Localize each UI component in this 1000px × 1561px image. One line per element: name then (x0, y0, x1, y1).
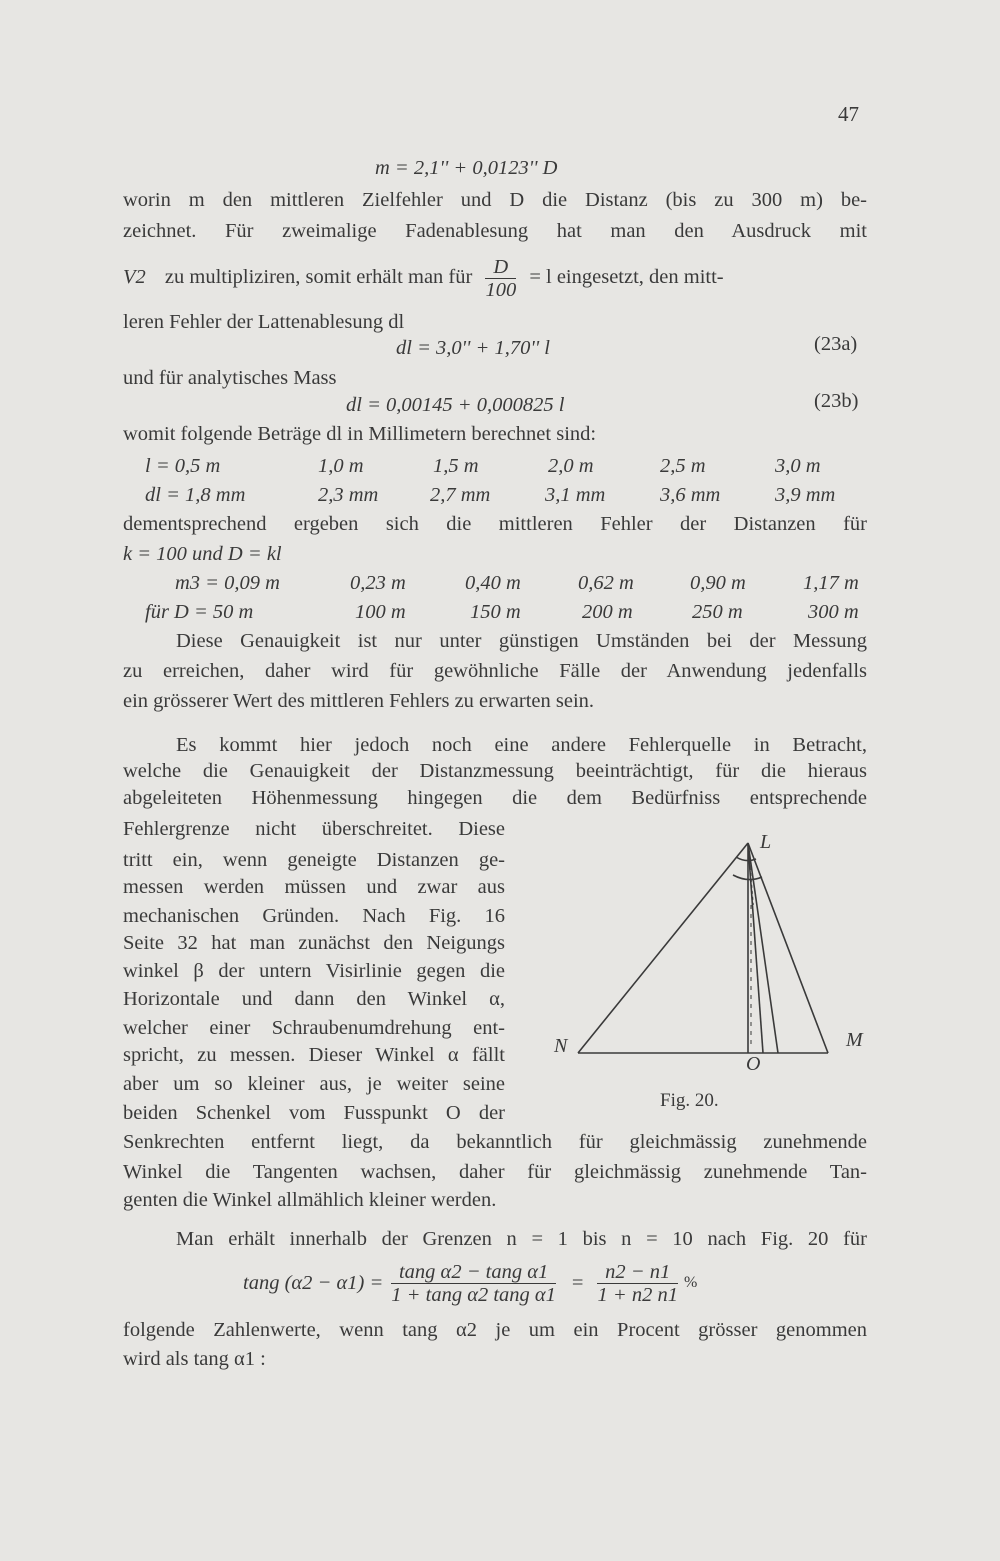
figure-20 (548, 831, 868, 1115)
equation-number-23a: (23a) (814, 333, 858, 355)
text-line: mechanischen Gründen. Nach Fig. 16 (123, 905, 505, 927)
formula-mean-error: m = 2,1'' + 0,0123'' D (375, 157, 558, 179)
text-line: zeichnet. Für zweimalige Fadenablesung hat man den Ausdruck mit (123, 220, 867, 242)
equation-tangent (243, 1258, 697, 1308)
table2-cell: 100 m (355, 601, 406, 623)
fraction-n (597, 1261, 677, 1306)
text-line: winkel β der untern Visirlinie gegen die (123, 960, 505, 982)
sqrt-symbol: V2 (123, 266, 146, 289)
fraction-d-over-100 (485, 256, 516, 301)
table1-cell: 3,0 m (775, 455, 821, 477)
fraction-numerator: n2 − n1 (597, 1261, 677, 1284)
table1-cell: 3,9 mm (775, 484, 836, 506)
equation-number-23b: (23b) (814, 390, 859, 412)
table1-cell: 1,5 m (433, 455, 479, 477)
figure-label-right: M (846, 1029, 863, 1051)
text-line: Winkel die Tangenten wachsen, daher für gleichmässig zunehmende Tan- (123, 1161, 867, 1183)
text-line: Senkrechten entfernt liegt, da bekanntlich für gleichmässig zunehmende (123, 1131, 867, 1153)
text-line: spricht, zu messen. Dieser Winkel α fällt (123, 1044, 505, 1066)
equation-23a: dl = 3,0'' + 1,70'' l (396, 337, 550, 359)
text-line: folgende Zahlenwerte, wenn tang α2 je um ein Procent grösser genommen (123, 1319, 867, 1341)
triangle-diagram (548, 835, 868, 1115)
text-line: messen werden müssen und zwar aus (123, 876, 505, 898)
text-line: genten die Winkel allmählich kleiner werden. (123, 1189, 497, 1211)
text-span: = l eingesetzt, den mitt- (529, 266, 724, 289)
text-line: welche die Genauigkeit der Distanzmessung beeinträchtigt, für die hieraus (123, 760, 867, 782)
table2-cell: 0,40 m (465, 572, 521, 594)
table2-cell: 0,23 m (350, 572, 406, 594)
table1-cell: l = 0,5 m (145, 455, 221, 477)
text-span: zu multipliziren, somit erhält man für (164, 266, 473, 289)
page-number: 47 (838, 102, 859, 126)
text-line: aber um so kleiner aus, je weiter seine (123, 1073, 505, 1095)
table2-cell: 250 m (692, 601, 743, 623)
text-line: womit folgende Beträge dl in Millimetern berechnet sind: (123, 423, 597, 445)
table1-cell: 2,3 mm (318, 484, 379, 506)
text-line: tritt ein, wenn geneigte Distanzen ge- (123, 849, 505, 871)
text-line: Seite 32 hat man zunächst den Neigungs (123, 932, 505, 954)
table1-cell: 2,5 m (660, 455, 706, 477)
table2-cell: 150 m (470, 601, 521, 623)
text-line: Es kommt hier jedoch noch eine andere Fehlerquelle in Betracht, (176, 734, 867, 756)
fraction-numerator: tang α2 − tang α1 (391, 1261, 556, 1284)
text-line: zu erreichen, daher wird für gewöhnliche Fälle der Anwendung jedenfalls (123, 660, 867, 682)
text-line: k = 100 und D = kl (123, 543, 282, 565)
text-line: leren Fehler der Lattenablesung dl (123, 311, 405, 333)
text-line: worin m den mittleren Zielfehler und D die Distanz (bis zu 300 m) be- (123, 189, 867, 211)
text-line: welcher einer Schraubenumdrehung ent- (123, 1017, 505, 1039)
table2-cell: 0,62 m (578, 572, 634, 594)
text-line-fraction (123, 256, 867, 300)
table2-cell: m3 = 0,09 m (175, 572, 280, 594)
table1-cell: 2,7 mm (430, 484, 491, 506)
text-line: Diese Genauigkeit ist nur unter günstigen Umständen bei der Messung (176, 630, 867, 652)
table2-cell: 1,17 m (803, 572, 859, 594)
table2-cell: 0,90 m (690, 572, 746, 594)
fraction-denominator: 1 + tang α2 tang α1 (391, 1283, 556, 1306)
text-line: Horizontale und dann den Winkel α, (123, 988, 505, 1010)
figure-label-top: L (760, 831, 772, 853)
text-line: dementsprechend ergeben sich die mittleren Fehler der Distanzen für (123, 513, 867, 535)
equation-23b: dl = 0,00145 + 0,000825 l (346, 394, 565, 416)
equals-sign: = (571, 1272, 584, 1294)
text-line: beiden Schenkel vom Fusspunkt O der (123, 1102, 505, 1124)
figure-caption: Fig. 20. (660, 1090, 719, 1111)
table1-cell: dl = 1,8 mm (145, 484, 246, 506)
table1-cell: 3,6 mm (660, 484, 721, 506)
table2-cell: 200 m (582, 601, 633, 623)
text-line: und für analytisches Mass (123, 367, 337, 389)
text-line: Fehlergrenze nicht überschreitet. Diese (123, 818, 505, 840)
fraction-numerator: D (485, 256, 516, 279)
table1-cell: 1,0 m (318, 455, 364, 477)
text-line: wird als tang α1 : (123, 1348, 266, 1370)
table2-cell: 300 m (808, 601, 859, 623)
fraction-tangent (391, 1261, 556, 1306)
text-line: ein grösserer Wert des mittleren Fehlers zu erwarten sein. (123, 690, 595, 712)
text-line: abgeleiteten Höhenmessung hingegen die dem Bedürfniss entsprechende (123, 787, 867, 809)
fraction-denominator: 100 (485, 279, 517, 301)
figure-label-left: N (554, 1035, 568, 1057)
percent-unit: % (683, 1274, 698, 1291)
table1-cell: 2,0 m (548, 455, 594, 477)
text-line: Man erhält innerhalb der Grenzen n = 1 bis n = 10 nach Fig. 20 für (176, 1228, 867, 1250)
table1-cell: 3,1 mm (545, 484, 606, 506)
equation-lhs: tang (α2 − α1) = (243, 1272, 384, 1294)
figure-label-foot: O (746, 1053, 761, 1075)
table2-cell: für D = 50 m (145, 601, 254, 623)
fraction-denominator: 1 + n2 n1 (597, 1283, 678, 1306)
